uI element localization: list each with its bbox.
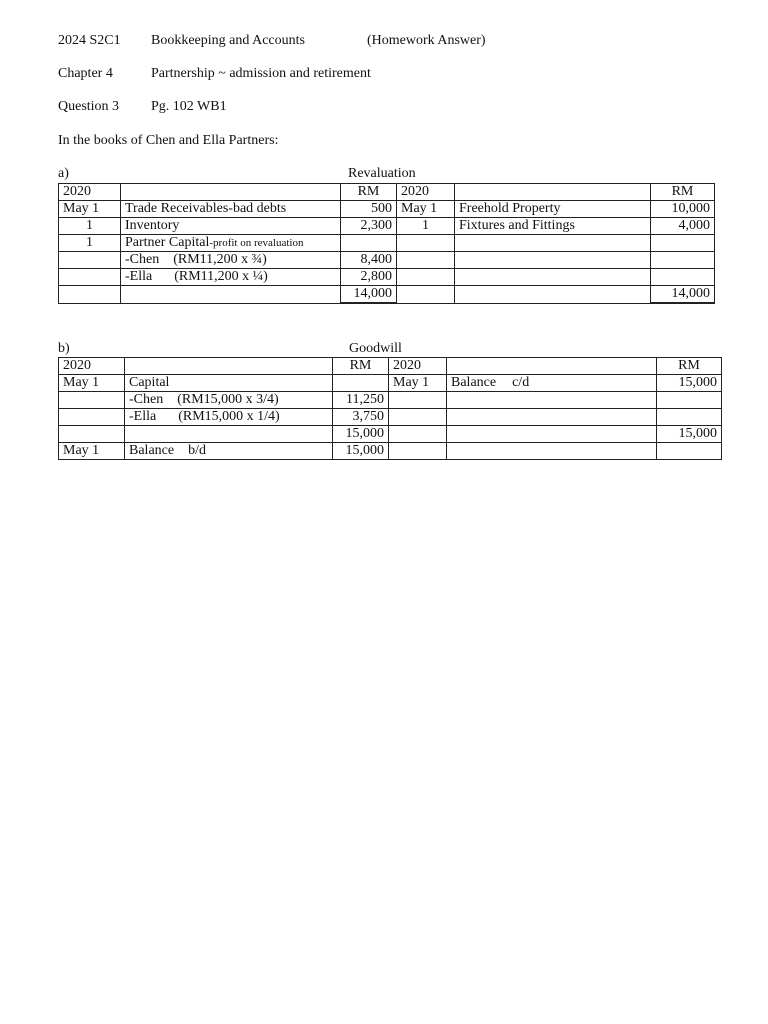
date-cell bbox=[59, 409, 125, 426]
share-calculation: (RM11,200 x ¼) bbox=[174, 269, 268, 284]
date-cell bbox=[59, 392, 125, 409]
item-cell-credit bbox=[447, 392, 657, 409]
amount-cell-credit: 10,000 bbox=[651, 201, 715, 218]
year-cell: 2020 bbox=[59, 358, 125, 375]
table-row bbox=[59, 409, 722, 426]
date-cell bbox=[59, 426, 125, 443]
item-ref: c/d bbox=[512, 375, 530, 390]
currency-cell: RM bbox=[341, 184, 397, 201]
total-amount: 14,000 bbox=[341, 286, 397, 304]
date-cell-credit: May 1 bbox=[389, 375, 447, 392]
table-row bbox=[59, 375, 722, 392]
date-cell-credit bbox=[389, 426, 447, 443]
item-cell bbox=[125, 409, 333, 426]
date-cell bbox=[59, 269, 121, 286]
total-amount-credit: 15,000 bbox=[657, 426, 722, 443]
amount-cell: 15,000 bbox=[333, 443, 389, 460]
date-cell bbox=[59, 286, 121, 304]
date-cell: 1 bbox=[59, 235, 121, 252]
amount-cell-credit bbox=[651, 252, 715, 269]
blank-cell bbox=[121, 184, 341, 201]
amount-cell: 3,750 bbox=[333, 409, 389, 426]
amount-cell-credit bbox=[657, 409, 722, 426]
item-cell bbox=[121, 286, 341, 304]
amount-cell: 2,300 bbox=[341, 218, 397, 235]
date-cell-credit: May 1 bbox=[397, 201, 455, 218]
item-text: Balance bbox=[451, 375, 497, 390]
amount-cell-credit: 15,000 bbox=[657, 375, 722, 392]
date-cell-credit bbox=[397, 252, 455, 269]
partner-name: -Ella bbox=[129, 409, 157, 424]
item-cell bbox=[121, 269, 341, 286]
item-cell: Capital bbox=[125, 375, 333, 392]
amount-cell-credit bbox=[657, 443, 722, 460]
table-row bbox=[59, 235, 715, 252]
date-cell: May 1 bbox=[59, 375, 125, 392]
item-cell-credit bbox=[447, 426, 657, 443]
header-question-label: Question 3 bbox=[58, 99, 120, 114]
item-cell-credit: Freehold Property bbox=[455, 201, 651, 218]
amount-cell-credit bbox=[651, 235, 715, 252]
amount-cell bbox=[341, 235, 397, 252]
amount-cell: 8,400 bbox=[341, 252, 397, 269]
total-row bbox=[59, 426, 722, 443]
total-row bbox=[59, 286, 715, 304]
date-cell-credit: 1 bbox=[397, 218, 455, 235]
date-cell bbox=[59, 252, 121, 269]
item-cell bbox=[125, 443, 333, 460]
header-course-code: 2024 S2C1 bbox=[58, 33, 121, 48]
currency-cell-credit: RM bbox=[657, 358, 722, 375]
date-cell: 1 bbox=[59, 218, 121, 235]
date-cell: May 1 bbox=[59, 443, 125, 460]
amount-cell: 11,250 bbox=[333, 392, 389, 409]
goodwill-header-row bbox=[59, 358, 722, 375]
currency-cell-credit: RM bbox=[651, 184, 715, 201]
date-cell-credit bbox=[389, 409, 447, 426]
goodwill-account bbox=[58, 357, 722, 460]
header-chapter-text: Partnership ~ admission and retirement bbox=[151, 66, 371, 81]
intro-text: In the books of Chen and Ella Partners: bbox=[58, 133, 279, 148]
item-cell-credit bbox=[455, 252, 651, 269]
item-cell bbox=[125, 392, 333, 409]
year-cell-credit: 2020 bbox=[397, 184, 455, 201]
amount-cell: 500 bbox=[341, 201, 397, 218]
partner-name: -Chen bbox=[125, 252, 160, 267]
item-cell: Trade Receivables-bad debts bbox=[121, 201, 341, 218]
year-cell-credit: 2020 bbox=[389, 358, 447, 375]
share-calculation: (RM11,200 x ¾) bbox=[173, 252, 267, 267]
date-cell-credit bbox=[397, 235, 455, 252]
item-ref: b/d bbox=[188, 443, 206, 458]
item-cell-credit bbox=[455, 235, 651, 252]
revaluation-header-row bbox=[59, 184, 715, 201]
revaluation-title: Revaluation bbox=[348, 166, 416, 181]
item-cell bbox=[121, 252, 341, 269]
item-cell bbox=[125, 426, 333, 443]
table-row bbox=[59, 218, 715, 235]
header-note: (Homework Answer) bbox=[367, 33, 486, 48]
blank-cell bbox=[455, 184, 651, 201]
table-row bbox=[59, 269, 715, 286]
header-chapter-label: Chapter 4 bbox=[58, 66, 113, 81]
header-subject: Bookkeeping and Accounts bbox=[151, 33, 305, 48]
table-row bbox=[59, 252, 715, 269]
year-cell: 2020 bbox=[59, 184, 121, 201]
currency-cell: RM bbox=[333, 358, 389, 375]
date-cell-credit bbox=[397, 269, 455, 286]
amount-cell-credit: 4,000 bbox=[651, 218, 715, 235]
goodwill-title: Goodwill bbox=[349, 341, 402, 356]
item-text: Balance bbox=[129, 443, 175, 458]
item-cell bbox=[121, 235, 341, 252]
share-calculation: (RM15,000 x 1/4) bbox=[178, 409, 280, 424]
part-a-label: a) bbox=[58, 166, 69, 181]
amount-cell-credit bbox=[657, 392, 722, 409]
date-cell-credit bbox=[397, 286, 455, 304]
item-cell-credit: Fixtures and Fittings bbox=[455, 218, 651, 235]
item-cell-credit bbox=[455, 269, 651, 286]
amount-cell-credit bbox=[651, 269, 715, 286]
item-note: -profit on revaluation bbox=[209, 237, 304, 249]
blank-cell bbox=[447, 358, 657, 375]
item-cell-credit bbox=[447, 409, 657, 426]
part-b-label: b) bbox=[58, 341, 70, 356]
total-amount: 15,000 bbox=[333, 426, 389, 443]
date-cell-credit bbox=[389, 443, 447, 460]
share-calculation: (RM15,000 x 3/4) bbox=[177, 392, 279, 407]
header-question-text: Pg. 102 WB1 bbox=[151, 99, 227, 114]
item-cell-credit bbox=[447, 443, 657, 460]
item-cell-credit bbox=[455, 286, 651, 304]
item-cell-credit bbox=[447, 375, 657, 392]
table-row bbox=[59, 201, 715, 218]
blank-cell bbox=[125, 358, 333, 375]
amount-cell: 2,800 bbox=[341, 269, 397, 286]
closing-balance-row bbox=[59, 443, 722, 460]
amount-cell bbox=[333, 375, 389, 392]
date-cell-credit bbox=[389, 392, 447, 409]
table-row bbox=[59, 392, 722, 409]
item-text: Partner Capital bbox=[125, 235, 210, 250]
date-cell: May 1 bbox=[59, 201, 121, 218]
item-cell: Inventory bbox=[121, 218, 341, 235]
partner-name: -Ella bbox=[125, 269, 153, 284]
partner-name: -Chen bbox=[129, 392, 164, 407]
total-amount-credit: 14,000 bbox=[651, 286, 715, 304]
revaluation-account bbox=[58, 183, 715, 304]
